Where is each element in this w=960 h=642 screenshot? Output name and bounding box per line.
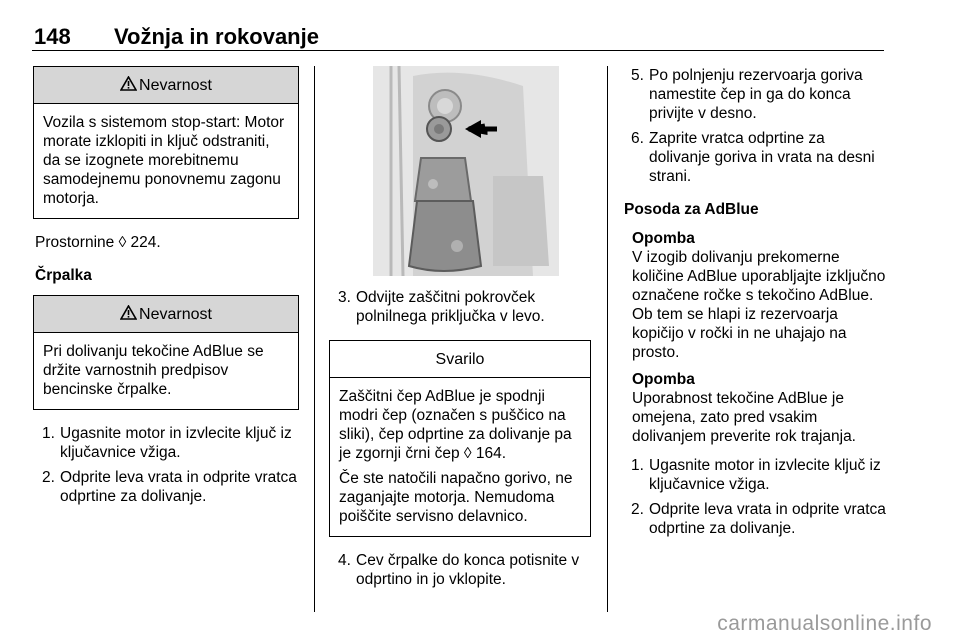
danger-box	[33, 295, 299, 410]
section-heading-pump: Črpalka	[35, 267, 92, 284]
list-item: 6. Zaprite vratca odprtine za dolivanje goriva in vrata na desni strani.	[631, 130, 875, 185]
watermark: carmanualsonline.info	[717, 612, 932, 635]
danger-box-header	[34, 67, 298, 104]
column-divider	[607, 66, 608, 612]
step-list	[622, 456, 887, 538]
warning-triangle-icon	[120, 76, 137, 91]
list-item: 3. Odvijte zaščitni pokrovček polnilnega priključka v levo.	[338, 289, 545, 325]
page-header	[32, 14, 884, 51]
list-item: 1. Ugasnite motor in izvlecite ključ iz ključavnice vžiga.	[631, 457, 881, 493]
page-number: 148	[34, 24, 71, 49]
caution-box	[329, 340, 591, 537]
step-list	[33, 424, 299, 506]
note-block	[632, 229, 887, 362]
list-item: 1. Ugasnite motor in izvlecite ključ iz ključavnice vžiga.	[42, 425, 292, 461]
fuel-filler-illustration	[373, 66, 559, 276]
step-list	[622, 66, 887, 186]
caution-box-text: Če ste natočili napačno gorivo, ne zaganjajte motorja. Nemudoma poiščite servisno delavnico.	[339, 470, 573, 525]
column-divider	[314, 66, 315, 612]
danger-box-header	[34, 296, 298, 333]
step-list	[329, 288, 591, 326]
adblue-cap-diagram-icon	[373, 66, 559, 276]
danger-box	[33, 66, 299, 219]
danger-box-text: Vozila s sistemom stop-start: Motor morate izklopiti in ključ odstraniti, da se izognete morebitnemu samodejnemu ponovnemu zagonu motorja.	[43, 114, 285, 207]
note-block	[632, 370, 887, 446]
note-text: Uporabnost tekočine AdBlue je omejena, zato pred vsakim dolivanjem preverite rok trajanja.	[632, 390, 856, 445]
caution-box-title: Svarilo	[330, 341, 590, 378]
list-item: 2. Odprite leva vrata in odprite vratca odprtine za dolivanje.	[631, 501, 886, 537]
column-left	[33, 66, 299, 516]
column-right	[622, 66, 887, 548]
note-text: V izogib dolivanju prekomerne količine AdBlue uporabljajte izključno označene ročke s tekočino AdBlue. Ob tem se hlapi iz rezervoarja kopičijo v ročki in ne uhajajo na prosto.	[632, 249, 886, 361]
caution-box-text: Zaščitni čep AdBlue je spodnji modri čep (označen s puščico na sliki), čep odprtine za dolivanje pa je zgornji črni čep ◊ 164.	[339, 388, 572, 462]
page-title: Vožnja in rokovanje	[114, 24, 319, 49]
volume-reference[interactable]: Prostornine ◊ 224.	[35, 234, 161, 251]
list-item: 5. Po polnjenju rezervoarja goriva namestite čep in ga do konca privijte v desno.	[631, 67, 863, 122]
list-item: 4. Cev črpalke do konca potisnite v odprtino in jo vklopite.	[338, 552, 580, 588]
note-title: Opomba	[632, 230, 695, 247]
section-heading-adblue-tank: Posoda za AdBlue	[624, 201, 759, 218]
danger-box-title: Nevarnost	[139, 77, 212, 94]
note-title: Opomba	[632, 371, 695, 388]
danger-box-text: Pri dolivanju tekočine AdBlue se držite varnostnih predpisov bencinske črpalke.	[43, 343, 264, 398]
list-item: 2. Odprite leva vrata in odprite vratca odprtine za dolivanje.	[42, 469, 297, 505]
column-middle	[329, 66, 591, 599]
danger-box-title: Nevarnost	[139, 306, 212, 323]
step-list	[329, 551, 591, 589]
warning-triangle-icon	[120, 305, 137, 320]
